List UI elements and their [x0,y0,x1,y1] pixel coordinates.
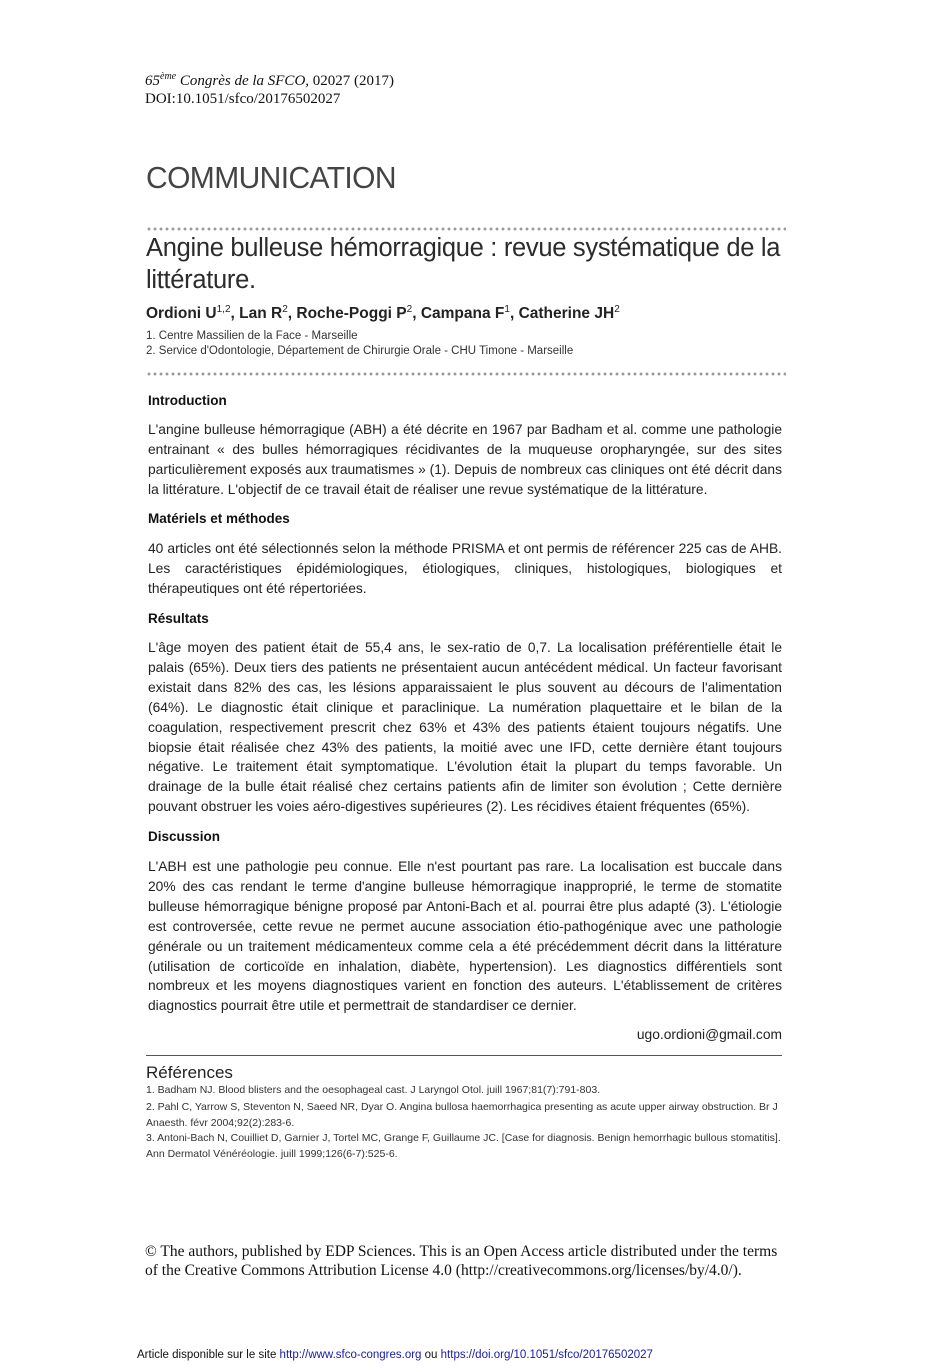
doi-line: DOI:10.1051/sfco/20176502027 [145,91,341,107]
methods-text: 40 articles ont été sélectionnés selon la méthode PRISMA et ont permis de référencer 225 cas de AHB. Les caractéristiques épidémiologiques, étiologiques, cliniques, histologiques, biologiques et thérapeutiques ont été répertoriées. [148,541,782,596]
reference-3: 3. Antoni-Bach N, Couilliet D, Garnier J, Tortel MC, Grange F, Guillaume JC. [Case for diagnosis. Benign hemorrhagic bullous stomatitis]. Ann Dermatol Vénéréologie. juill 1999;126(6-7):525-6. [146,1132,781,1160]
dotted-divider-bottom [146,372,786,376]
license-notice: © The authors, published by EDP Sciences. This is an Open Access article distributed under the terms of the Creative Commons Attribution License 4.0 (http://creativecommons.org/licenses/by/4.0/). [145,1243,778,1279]
author-5: Catherine $JH^2$ [518,304,620,322]
author-2: Lan $R^2$, [239,304,297,322]
reference-1: 1. Badham NJ. Blood blisters and the oesophageal cast. J Laryngol Otol. juill 1967;81(7):791-803. [146,1084,601,1096]
author-list [146,305,620,323]
author-3: Roche-Poggi $P^2$, [296,304,421,322]
edition-number: 65 [145,73,160,89]
journal-header [145,72,394,90]
footer-middle: ou [424,1349,438,1361]
section-label: COMMUNICATION [146,161,396,196]
references-rule [146,1055,782,1056]
results-text: L'âge moyen des patient était de 55,4 ans, le sex-ratio de 0,7. La localisation préférentielle était le palais (65%). Deux tiers des patients ne présentaient aucun antécédent médical. Un facteur favorisant existait dans 82% des cas, les lésions apparaissaient le plus souvent au décours de l'alimentation (64%). Le diagnostic était clinique et paraclinique. La numération plaquettaire et le bilan de la coagulation, respectivement prescrit chez 63% et 43% des patients étaient toujours négatifs. Une biopsie était réalisée chez 43% des patients, la moitié avec une IFD, cette dernière étant toujours négative. Le traitement était symptomatique. L'évolution était la plupart du temps favorable. Un drainage de la bulle était réalisé chez certains patients afin de limiter son évolution ; Cette dernière pouvant obstruer les voies aéro-digestives supérieures (2). Les récidives étaient fréquentes (65%). [148,640,782,815]
methods-heading: Matériels et méthodes [148,511,290,526]
congress-name: Congrès de la SFCO, [179,73,310,89]
results-heading: Résultats [148,611,209,626]
doi-link[interactable]: https://doi.org/10.1051/sfco/20176502027 [440,1349,653,1361]
edition-suffix: ème [160,71,177,82]
author-4: Campana $F^1$, [420,304,519,322]
article-info: 02027 (2017) [312,73,395,89]
footer-availability [137,1349,653,1361]
dotted-divider-top [146,227,786,231]
article-title: Angine bulleuse hémorragique : revue systématique de la littérature. [146,234,781,294]
author-1: Ordioni U$^{1,2}$, [146,304,240,322]
discussion-text: L'ABH est une pathologie peu connue. Elle n'est pourtant pas rare. La localisation est buccale dans 20% des cas rendant le terme d'angine bulleuse hémorragique inapproprié, le terme de stomatite bulleuse hémorragique bénigne proposé par Antoni-Bach et al. pourrai être plus adapté (3). L'étiologie est controversée, cette revue ne permet aucune association étio-pathogénique avec une pathologie générale ou un traitement médicamenteux comme cela a été précédemment décrit dans la littérature (utilisation de corticoïde en inhalation, diabète, hypertension). Les diagnostics différentiels sont nombreux et les moyens diagnostiques varient en fonction des auteurs. L'établissement de critères diagnostics pourrait être utile et permettrait de standardiser ce dernier. [148,859,782,1014]
footer-prefix: Article disponible sur le site [137,1349,277,1361]
site-link[interactable]: http://www.sfco-congres.org [279,1349,422,1361]
discussion-heading: Discussion [148,829,221,844]
contact-email[interactable]: ugo.ordioni@gmail.com [636,1027,782,1042]
introduction-heading: Introduction [148,393,227,408]
reference-2: 2. Pahl C, Yarrow S, Steventon N, Saeed NR, Dyar O. Angina bullosa haemorrhagica presenting as acute upper airway obstruction. Br J Anaesth. févr 2004;92(2):283-6. [146,1101,778,1129]
introduction-text: L'angine bulleuse hémorragique (ABH) a été décrite en 1967 par Badham et al. comme une pathologie entrainant « des bulles hémorragiques récidivantes de la muqueuse oropharyngée, sur des sites particulièrement exposés aux traumatismes » (1). Depuis de nombreux cas cliniques ont été décrit dans la littérature. L'objectif de ce travail était de réaliser une revue systématique de la littérature. [148,422,782,497]
affiliation-2: 2. Service d'Odontologie, Département de Chirurgie Orale - CHU Timone - Marseille [146,345,574,357]
references-heading: Références [146,1063,233,1082]
affiliation-1: 1. Centre Massilien de la Face - Marseille [146,330,358,342]
